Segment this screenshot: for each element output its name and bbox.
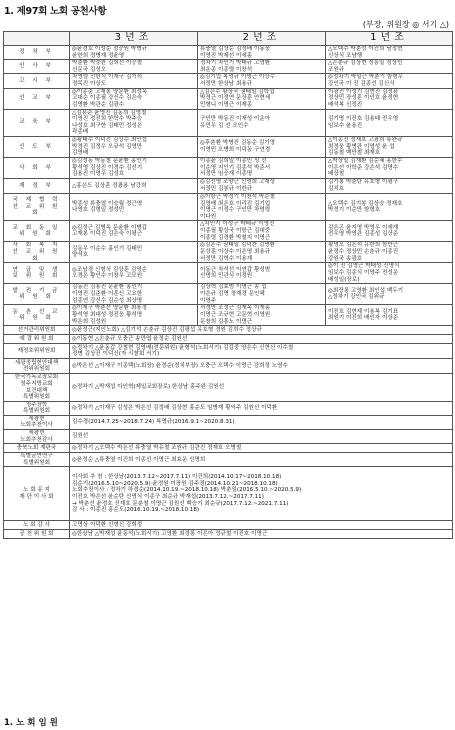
member-list-c3: ◎윤경호 이성순 정승원 박병규 윤한희 정병재 정윤영 [70,46,198,60]
member-list-c1: △오택수 박춘성 이건희 남정현 신상식 조남행 [326,46,453,60]
committee-members: ◎정차기 △오택수 박은선 류충열 박유철 조원규 김관진 정재호 오병철 [70,444,453,453]
department-name: 교 회 동 일 위 원 회 [4,221,70,242]
table-row [4,453,453,467]
member-list-c3: ◎이재구 박춘선 양문환 최용정 황석영 최대성 정진웅 황석명 박은희 김성원 [70,305,198,326]
table-row [4,401,453,415]
member-list-c1: 이광진 이성기 김현진 김정용 정상민 장성훈 이인호 윤정현 배석복 신정진 [326,88,453,109]
department-name: 발 전 기 금 위 원 회 [4,284,70,305]
department-name: 사 회 복 지 선 교 위 원 회 [4,242,70,263]
committee-members: ◎박은선 △이재구 이종택(노회장) 윤정순(정치부장) 오충근 오택수 이명근 강희정 노영수 [70,359,453,374]
committee-name: 제정호위위원회 [4,344,70,359]
member-list-c2: 서정만 조정근 김재옥 이재홍 이명근 조규현 고문혁 이영원 문창희 김흥노 이명근 [198,305,326,326]
table-row [4,178,453,193]
member-list-c3: 박종성 류충열 이승월 정근영 나영호 김형일 정성민 [70,193,198,220]
department-name: 사 회 부 [4,157,70,178]
committee-name: 세광헌 노회추천이사 [4,415,70,429]
table-row [4,430,453,444]
header-3year: 3년조 [70,32,198,46]
member-list-c2: ◎후춘환 박병진 김동순 김기영 이영민 오병희 이덕동 구연경 [198,136,326,157]
committee-name: 공 천 위 원 회 [4,530,70,539]
committee-members: ◎윤정근(지인노회) △김기석 손춘규 김상진 김평섭 유호형 경원 김희수 정상규 [70,326,453,335]
department-name: 재 정 부 [4,178,70,193]
committee-members: ◎정차기 △이재구 김성은 박은선 김정배 김상현 홍순도 임병재 황익주 김원선 이덕환 [70,401,453,415]
department-name: 교 육 부 [4,109,70,136]
member-list-c2: ◎김기업 복영규 이명근 이상수 서정만 한상남 최용규 [198,74,326,88]
nomination-table [3,31,453,539]
committee-members: 이사회 추 천 : 한상남(2013.7.12~2017.7.11) 이건희(2014.10.17~2018.10.18) 김순기(2016.5.10~2020.5.9) 윤정원 이장원 김주경(2014.10.21~2018.10.18) 노회추천이사 : 정차기 하경순(2014.10.19.~2018.10.18) 박춘일(2016.5.10.~2020.5.9) 이진호 박은선 윤순탄 신명식 이종구 최순규 박재섭(2013.7.12.~2017.7.11) → 박춘선 윤경호 신재호 문춘철 이명근 김원선 백승기 최순규(2017.7.12.~2021.7.11) 감 사 : 이종진 홍순도(2016.10.19.~2018.10.18) [70,467,453,521]
member-list-c3: 김동우 이순수 홍인기 김태민 양석호 [70,242,198,263]
header-dept [4,32,70,46]
member-list-c1: 이진호 김현제 이용복 김기표 최원기 이진희 배인자 이상준 [326,305,453,326]
member-list-c2: ◎김은수 권태일 김덕찬 김명환 문상훈 이상수 이은영 최용규 서정만 김혁수 이용재 [198,242,326,263]
table-row [4,74,453,88]
department-name: 연 금 및 생 보 위 원 회 [4,263,70,284]
committee-members: ◎윤정순 △류충열 이건희 이종선 이명근 최효운 신명희 [70,453,453,467]
committee-name: 충북노회 재판국 [4,444,70,453]
table-row [4,415,453,429]
department-name: 농 촌 선 교 위 원 회 [4,305,70,326]
member-list-c2: ◎이항근 박정기 이천석 박순철 김영배 최은호 이리진 김기업 이명근 이정수 구인만 차영렬 이다원 [198,193,326,220]
department-name: 신 도 부 [4,136,70,157]
header-1year: 1년조 [326,32,453,46]
committee-name: 청주장학 특별위원회 [4,401,70,415]
member-list-c3: ◎조남경 신형식 김상훈 김영순 오경은 황인수 이창우 고모원 [70,263,198,284]
member-list-c1: ◎이 진 김영근 박태성 신명식 임보수 김종식 이영주 전성운 배성일(장로) [326,263,453,284]
document-title: 1. 제97회 노회 공천사항 [4,6,107,17]
member-list-c1: 김기봉 박춘탄 유호형 이평구 김치호 [326,178,453,193]
table-body [4,46,453,539]
member-list-c1: 김은곤 윤지영 박영우 이세재 전우영 박영관 김종성 김상준 [326,221,453,242]
member-list-c1: △오택수 김기봉 김상승 정재호 박정기 이순만 함형호 [326,193,453,220]
table-row [4,242,453,263]
member-list-c1: △박상일 김재환 김순혜 홍한수 이은선 이학준 강은석 김명수 배상철 [326,157,453,178]
committee-members: ◎정차기 △윤동갑 강철현 김영배(전문위원) 윤형석(노회서기) 김길중 양은수 신현신 이수철 정병 김상진 이덕신(자 시찰회 서기) [70,344,453,359]
table-row [4,157,453,178]
member-list-c3: 차영렬 신한식 이재구 김기석 정목진 이상도 [70,74,198,88]
table-row [4,193,453,220]
department-name: 국 제 협 력 선 교 위 원 회 [4,193,70,220]
table-row [4,88,453,109]
member-list-c1: 황영오 김은석 유한희 함만근 윤정수 정상민 손춘규 이종진 강원국 송광호 [326,242,453,263]
committee-name: 한국기독교장로회 청주지방교회 보건대책 특별위원회 [4,374,70,401]
table-row [4,60,453,74]
header-2year: 2년조 [198,32,326,46]
member-list-c3: ◎황태수 이덕진 김상수 최인섭 박경진 김정우 오규석 김영만 김영배 [70,136,198,157]
department-name: 정 치 부 [4,46,70,60]
member-list-c2: ◎김선영 조양근 신영희 고재성 서정민 김봉규 이한규 [198,178,326,193]
committee-members: 고명상 이덕환 신형신 강희정 [70,521,453,530]
committee-name: 노 회 유 지 재 단 이 사 회 [4,467,70,521]
table-row [4,136,453,157]
committee-name: 세광헌 노회추천감사 [4,430,70,444]
table-row [4,221,453,242]
table-row [4,109,453,136]
table-row [4,374,453,401]
department-name: 인 사 부 [4,60,70,74]
table-row [4,444,453,453]
legend-note: (부장, 위원장 ◎ 서기 △) [362,20,449,29]
table-row [4,263,453,284]
committee-name: 노 회 감 사 [4,521,70,530]
member-list-c2: 이동근 차석선 이연갑 황성범 신명희 민관식 이정원 [198,263,326,284]
committee-name: 예 결 위 원 회 [4,335,70,344]
next-section-heading: 1. 노 회 임 원 [4,718,58,728]
committee-members: ◎한상남 △박재섭 윤동석(노회서기) 고영환 최정롱 이은아 정규철 이진호 이명근 [70,530,453,539]
member-list-c2: 구인만 박동진 이재성 이운아 유민우 김 선 오인수 [198,109,326,136]
committee-members: ◎정차기 △박재섭 이인혁(제일교회장로) 한상남 홍주완 김원선 [70,374,453,401]
table-row [4,530,453,539]
member-list-c2: 정차기 차인기 박태규 고영환 최운종 이종렬 이창석 [198,60,326,74]
member-list-c3: △홍은도 김상훈 정광용 남강희 [70,178,198,193]
table-row [4,467,453,521]
member-list-c2: △김은수 황상국 권태일 김학섭 박정근 이정연 문상훈 안현세 민형니 이명근 이제종 [198,88,326,109]
member-list-c2: 김상혁 김효범 이명근 송 섭 이은규 김명 정재경 문인혜 이영주 [198,284,326,305]
member-list-c3: 박춘환 박중찬 김희선 이승철 신문국 김성오 [70,60,198,74]
member-list-c3: ◎김정동 박동철 문윤환 홍인기 황석영 김상진 이경수 김선기 김용진 이영우 김성호 [70,157,198,178]
department-name: 고 시 부 [4,74,70,88]
committee-name: 특별금연연구 특별위원회 [4,453,70,467]
table-row [4,335,453,344]
committee-members: ◎이동현 △손춘규 오충근 송만엽 윤정순 김원선 [70,335,453,344]
member-list-c3: 김동진 김용진 문윤환 홍인기 이영진 김준환 이훈신 고요한 김종연 강신수 김순성 최상명 [70,284,198,305]
member-list-c2: 류충열 김상순 김정배 이동웅 이영진 박제선 이세홍 [198,46,326,60]
member-list-c1: △손춘규 김상현 정흥일 정상민 조원규 [326,60,453,74]
table-row [4,521,453,530]
committee-name: 세광정립헌안대책 전위위원회 [4,359,70,374]
member-list-c3: ◎이종준 고재봉 양문환 최정옥 고대순 이종필 강신수 김은숙 김명환 박관순 김광수 [70,88,198,109]
table-row [4,359,453,374]
table-row [4,344,453,359]
table-row [4,305,453,326]
member-list-c3: △김용준 윤영진 김동희 김영철 이영진 정진희 한학수 박주승 나성호 최구한 김태민 정성은 곽종배 [70,109,198,136]
member-list-c1: 김기명 이진호 김용태 전우영 임보수 윤용진 [326,109,453,136]
member-list-c2: 이종윤 김희일 이종민 성 선 이순영 지인기 김종석 박준서 서정만 임승재 이종명 [198,157,326,178]
member-list-c1: ◎최장롱 고영환 최인섭 백두기 △정차기 강인국 김위규 [326,284,453,305]
member-list-c3: ◎김정근 김병옥 문윤환 이병갑 고재봉 이덕진 김은숙 이평근 [70,221,198,242]
committee-members: 김수경(2014.7.25~2018.7.24) 복명규(2016.9.1~2020.8.31) [70,415,453,429]
table-header-row [4,32,453,46]
member-list-c2: △차인기 이성구 박태규 이영선 이종필 황상국 이항근 김대중 이종렬 김경환 박철지 이명근 [198,221,326,242]
table-row [4,284,453,305]
table-row [4,46,453,60]
member-list-c1: ◎정차기 박일근 박춘기 함형우 강인국 이 진 김종선 김신식 [326,74,453,88]
department-name: 선 교 부 [4,88,70,109]
committee-name: 선거관리위원회 [4,326,70,335]
committee-members: 김원선 [70,430,453,444]
member-list-c1: △이종진 정재호 고광희 류완규 최정웅 황병관 이영성 윤 섭 김동철 백만철 최재호 [326,136,453,157]
table-row [4,326,453,335]
